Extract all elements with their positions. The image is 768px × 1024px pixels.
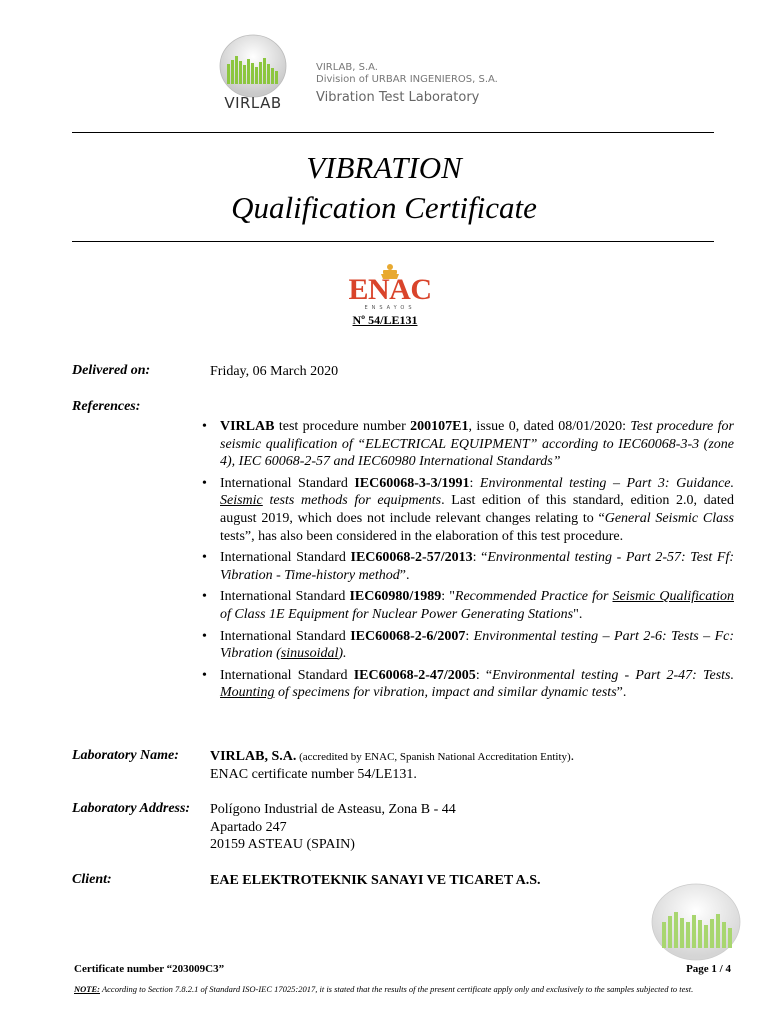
certificate-number: Certificate number “203009C3” [74, 963, 225, 975]
lab-name: Vibration Test Laboratory [316, 90, 480, 105]
footer-note [74, 984, 716, 994]
company-block [316, 62, 498, 104]
lab-name-label: Laboratory Name: [72, 748, 179, 763]
list-item: • International Standard IEC60980/1989: "Recommended Practice for Seismic Qualification of Class 1E Equipment for Nuclear Power Generating Stations". [220, 588, 734, 623]
enac-subtext: ENSAYOS [364, 305, 416, 311]
delivered-label: Delivered on: [72, 363, 151, 378]
list-item: • International Standard IEC60068-3-3/1991: Environmental testing – Part 3: Guidance. Seismic tests methods for equipments. Last edition of this standard, edition 2.0, dated august 2019, which does not include relevant changes relating to “General Seismic Class tests”, has also been considered in the elaboration of this test procedure. [220, 475, 734, 545]
lab-address-line: 20159 ASTEAU (SPAIN) [210, 837, 355, 852]
list-item: • VIRLAB test procedure number 200107E1, issue 0, dated 08/01/2020: Test procedure for seismic qualification of “ELECTRICAL EQUIPMENT” according to IEC60068-3-3 (zone 4), IEC 60068-2-57 and IEC60980 International Standards” [220, 418, 734, 471]
lab-certificate-line: ENAC certificate number 54/LE131. [210, 767, 417, 782]
note-label: NOTE: [74, 984, 100, 994]
company-division: Division of URBAR INGENIEROS, S.A. [316, 74, 498, 85]
title-divider [72, 241, 714, 242]
lab-name-value: VIRLAB, S.A. (accredited by ENAC, Spanish National Accreditation Entity). [210, 749, 575, 764]
title-line2: Qualification Certificate [231, 190, 537, 225]
note-text: According to Section 7.8.2.1 of Standard ISO-IEC 17025:2017, it is stated that the results of the present certificate apply only and exclusively to the samples subjected to test. [99, 984, 694, 994]
company-name: VIRLAB, S.A. [316, 62, 378, 73]
virlab-logo [218, 34, 288, 114]
title-line1: VIBRATION [306, 150, 462, 185]
list-item: • International Standard IEC60068-2-47/2005: “Environmental testing - Part 2-47: Tests. Mounting of specimens for vibration, impact and similar dynamic tests”. [220, 667, 734, 702]
client-value: EAE ELEKTROTEKNIK SANAYI VE TICARET A.S. [210, 873, 541, 888]
virlab-watermark-icon [650, 882, 742, 962]
virlab-watermark-logo [650, 882, 742, 962]
lab-address-label: Laboratory Address: [72, 801, 191, 816]
references-list [200, 418, 734, 706]
enac-accreditation-number: Nº 54/LE131 [352, 313, 418, 327]
list-item: • International Standard IEC60068-2-57/2013: “Environmental testing - Part 2-57: Test Ff: Vibration - Time-history method”. [220, 549, 734, 584]
delivered-value: Friday, 06 March 2020 [210, 364, 339, 379]
enac-text: ENAC [348, 273, 432, 306]
list-item: • International Standard IEC60068-2-6/2007: Environmental testing – Part 2-6: Tests – Fc: Vibration (sinusoidal). [220, 628, 734, 663]
top-divider [72, 132, 714, 133]
lab-address-line: Polígono Industrial de Asteasu, Zona B - 44 [210, 802, 456, 817]
logo-text: VIRLAB [224, 94, 282, 112]
references-label: References: [72, 399, 141, 414]
client-label: Client: [72, 872, 112, 887]
lab-address-line: Apartado 247 [210, 820, 287, 835]
page-number: Page 1 / 4 [686, 963, 731, 975]
